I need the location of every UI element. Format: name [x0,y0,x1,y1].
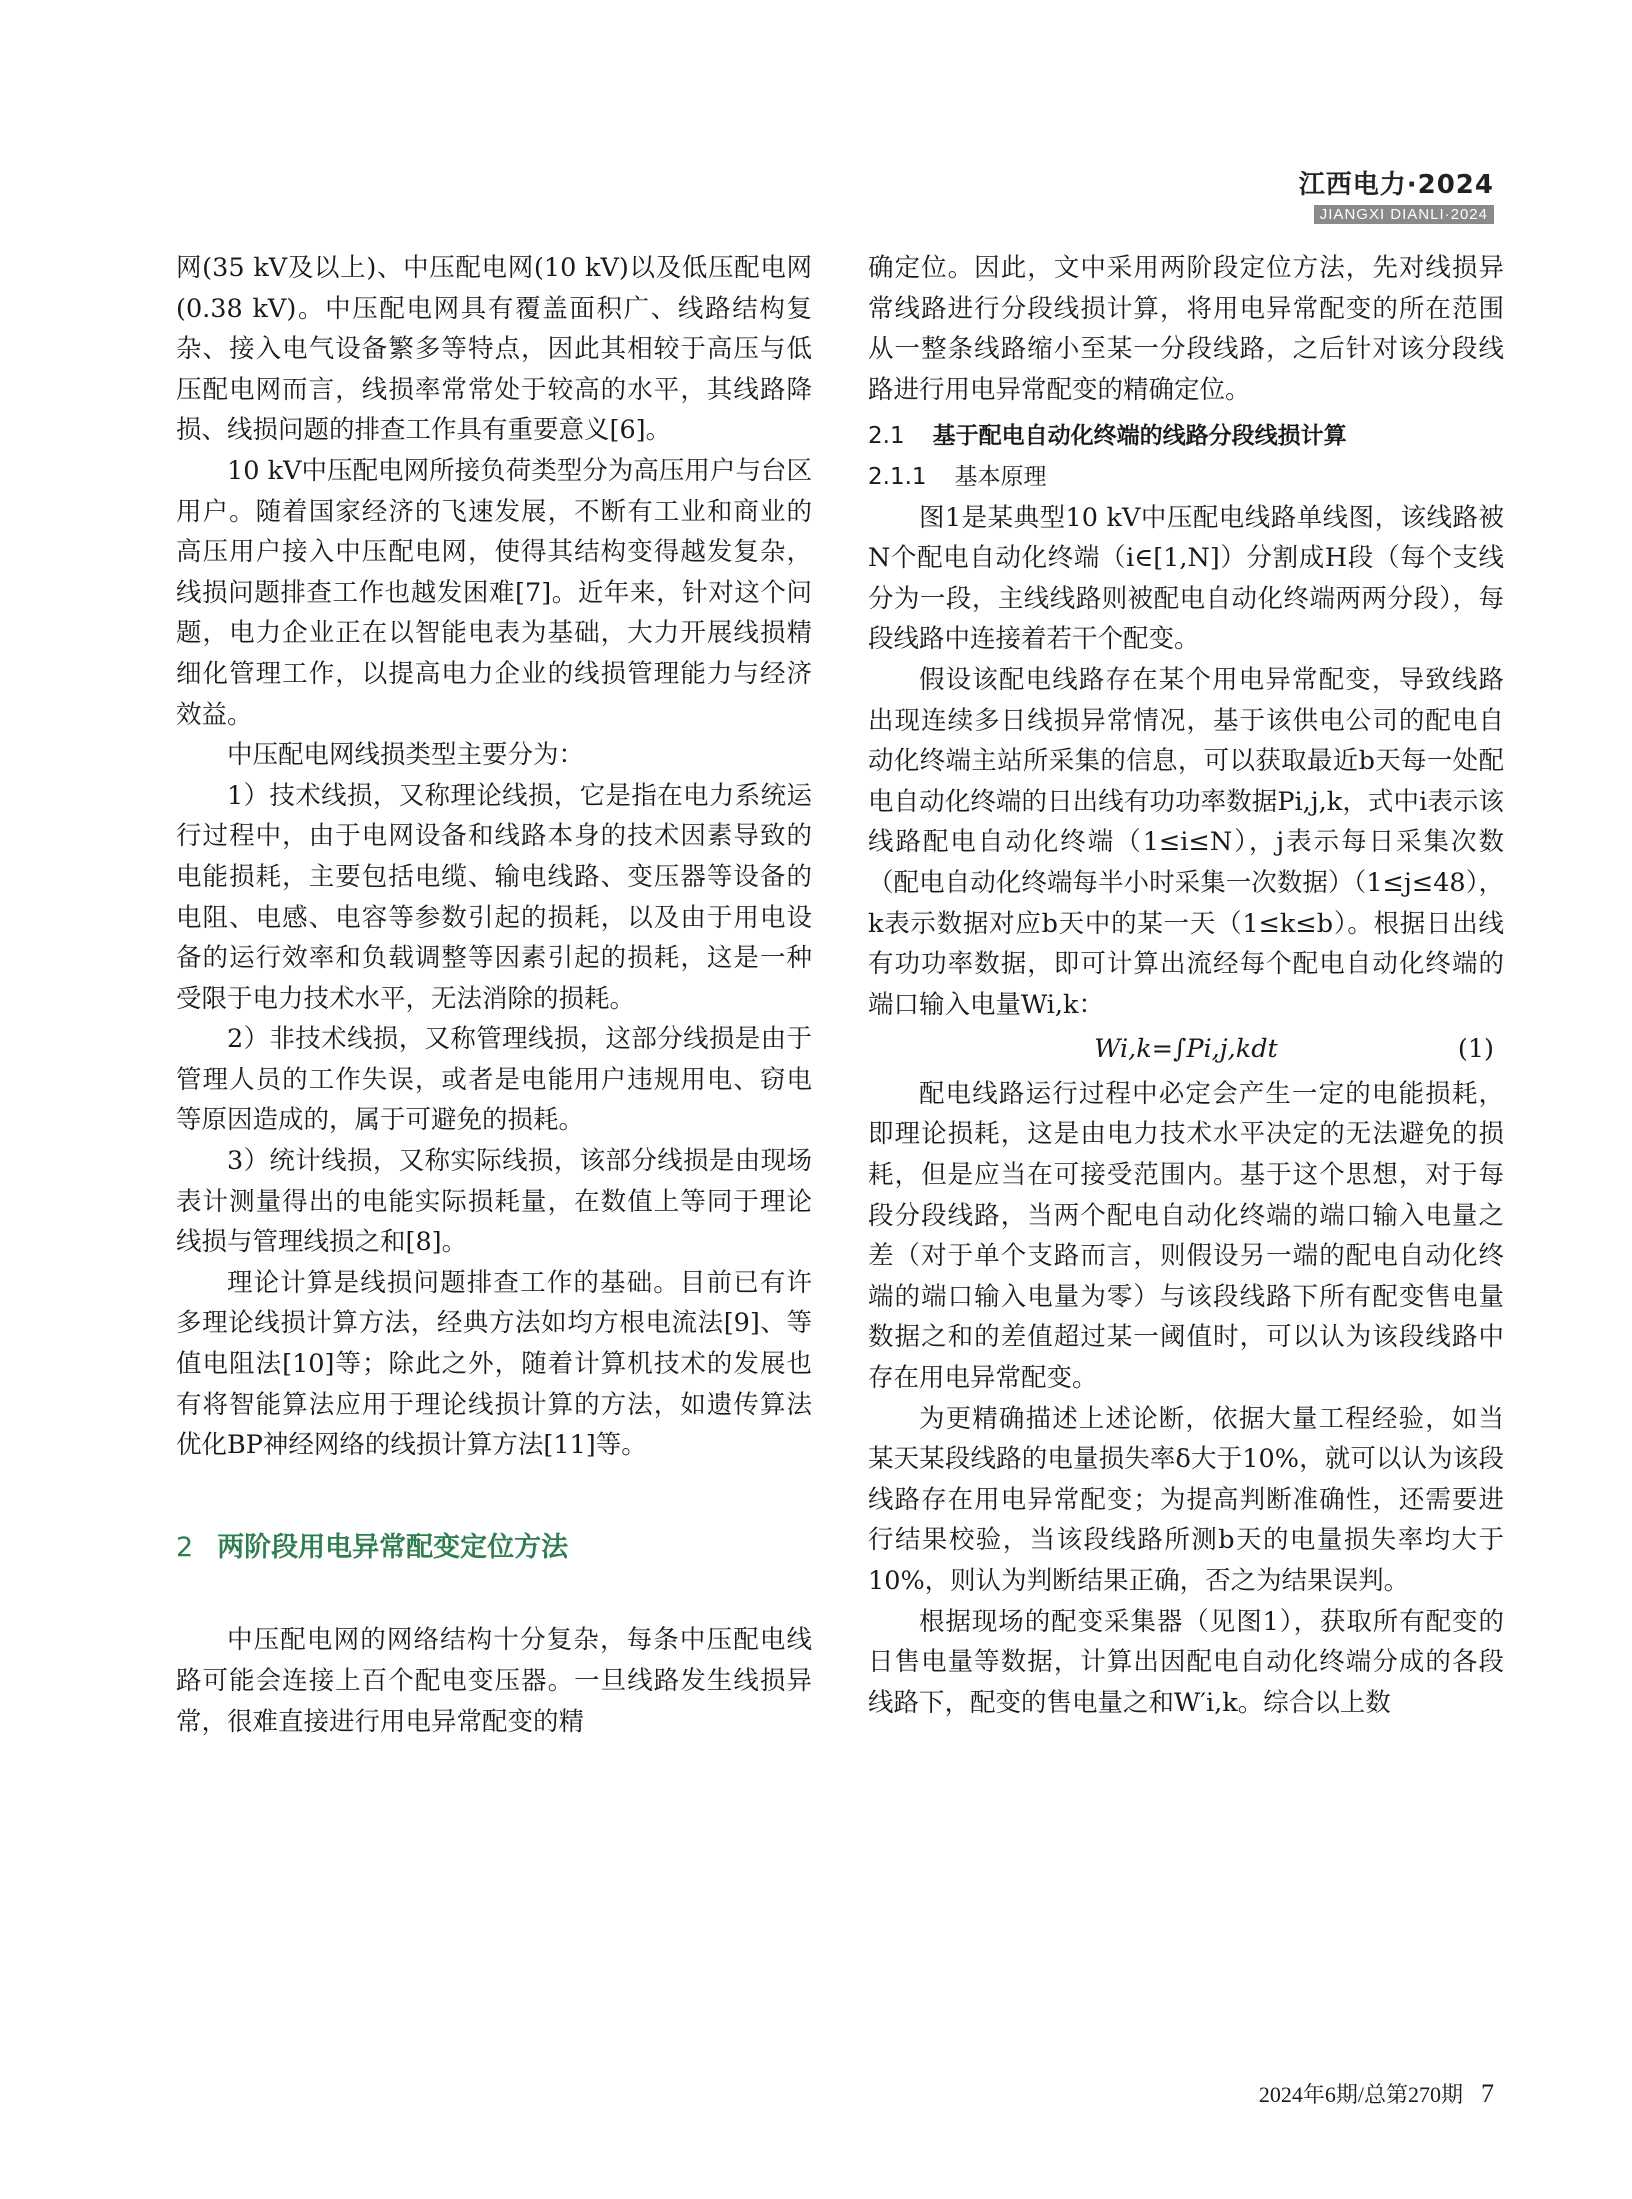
equation-body: Wi,k=∫Pi,j,kdt [1094,1034,1278,1065]
section-number: 2 [176,1531,194,1563]
paragraph: 配电线路运行过程中必定会产生一定的电能损耗，即理论损耗，这是由电力技术水平决定的无法避免的损耗，但是应当在可接受范围内。基于这个思想，对于每段分段线路，当两个配电自动化终端的端口输入电量之差（对于单个支路而言，则假设另一端的配电自动化终端的端口输入电量为零）与该段线路下所有配变售电量数据之和的差值超过某一阈值时，可以认为该段线路中存在用电异常配变。 [868,1078,1504,1394]
section-title: 两阶段用电异常配变定位方法 [217,1531,569,1563]
paragraph: 2）非技术线损，又称管理线损，这部分线损是由于管理人员的工作失误，或者是电能用户违规用电、窃电等原因造成的，属于可避免的损耗。 [176,1024,812,1136]
equation-number: (1) [1457,1034,1494,1065]
journal-title: 江西电力·2024 [1298,170,1494,200]
paragraph: 中压配电网的网络结构十分复杂，每条中压配电线路可能会连接上百个配电变压器。一旦线路发生线损异常，很难直接进行用电异常配变的精 [176,1625,812,1737]
paragraph: 确定位。因此，文中采用两阶段定位方法，先对线损异常线路进行分段线损计算，将用电异常配变的所在范围从一整条线路缩小至某一分段线路，之后针对该分段线路进行用电异常配变的精确定位。 [868,253,1504,405]
left-column [176,248,812,1742]
page-number: 7 [1481,2079,1494,2108]
paragraph: 中压配电网线损类型主要分为： [227,740,585,771]
subsection-number: 2.1 [868,423,905,450]
section-heading [176,1528,812,1569]
right-column [868,248,1504,1723]
subsubsection-heading [868,457,1504,498]
paragraph: 1）技术线损，又称理论线损，它是指在电力系统运行过程中，由于电网设备和线路本身的技术因素导致的电能损耗，主要包括电缆、输电线路、变压器等设备的电阻、电感、电容等参数引起的损耗，以及由于用电设备的运行效率和负载调整等因素引起的损耗，这是一种受限于电力技术水平，无法消除的损耗。 [176,780,812,1014]
paragraph: 理论计算是线损问题排查工作的基础。目前已有许多理论线损计算方法，经典方法如均方根电流法[9]、等值电阻法[10]等；除此之外，随着计算机技术的发展也有将智能算法应用于理论线损计算的方法，如遗传算法优化BP神经网络的线损计算方法[11]等。 [176,1267,812,1461]
paragraph: 假设该配电线路存在某个用电异常配变，导致线路出现连续多日线损异常情况，基于该供电公司的配电自动化终端主站所采集的信息，可以获取最近b天每一处配电自动化终端的日出线有功功率数据Pi,j,k，式中i表示该线路配电自动化终端（1≤i≤N），j表示每日采集次数（配电自动化终端每半小时采集一次数据）（1≤j≤48），k表示数据对应b天中的某一天（1≤k≤b）。根据日出线有功功率数据，即可计算出流经每个配电自动化终端的端口输入电量Wi,k： [868,664,1504,1020]
paragraph: 图1是某典型10 kV中压配电线路单线图，该线路被N个配电自动化终端（i∈[1,N]）分割成H段（每个支线分为一段，主线线路则被配电自动化终端两两分段），每段线路中连接着若干个配变。 [868,502,1504,655]
paragraph: 网(35 kV及以上)、中压配电网(10 kV)以及低压配电网(0.38 kV)。中压配电网具有覆盖面积广、线路结构复杂、接入电气设备繁多等特点，因此其相较于高压与低压配电网而言，线损率常常处于较高的水平，其线路降损、线损问题的排查工作具有重要意义[6]。 [176,253,812,446]
page-footer [1259,2078,1494,2109]
paragraph: 为更精确描述上述论断，依据大量工程经验，如当某天某段线路的电量损失率δ大于10%，就可以认为该段线路存在用电异常配变；为提高判断准确性，还需要进行结果校验，当该段线路所测b天的电量损失率均大于10%，则认为判断结果正确，否之为结果误判。 [868,1403,1504,1596]
paragraph: 10 kV中压配电网所接负荷类型分为高压用户与台区用户。随着国家经济的飞速发展，不断有工业和商业的高压用户接入中压配电网，使得其结构变得越发复杂，线损问题排查工作也越发困难[7]。近年来，针对这个问题，电力企业正在以智能电表为基础，大力开展线损精细化管理工作，以提高电力企业的线损管理能力与经济效益。 [176,455,812,730]
equation [868,1029,1504,1070]
paragraph: 根据现场的配变采集器（见图1），获取所有配变的日售电量等数据，计算出因配电自动化终端分成的各段线路下，配变的售电量之和W′i,k。综合以上数 [868,1606,1504,1718]
subsection-heading [868,416,1504,457]
subsubsection-number: 2.1.1 [868,463,927,490]
subsubsection-title: 基本原理 [954,463,1047,490]
paragraph: 3）统计线损，又称实际线损，该部分线损是由现场表计测量得出的电能实际损耗量，在数值上等同于理论线损与管理线损之和[8]。 [176,1146,812,1258]
subsection-title: 基于配电自动化终端的线路分段线损计算 [932,423,1347,450]
issue-info: 2024年6期/总第270期 [1258,2082,1463,2107]
journal-subtitle: JIANGXI DIANLI·2024 [1314,205,1494,224]
journal-header [1299,164,1494,224]
